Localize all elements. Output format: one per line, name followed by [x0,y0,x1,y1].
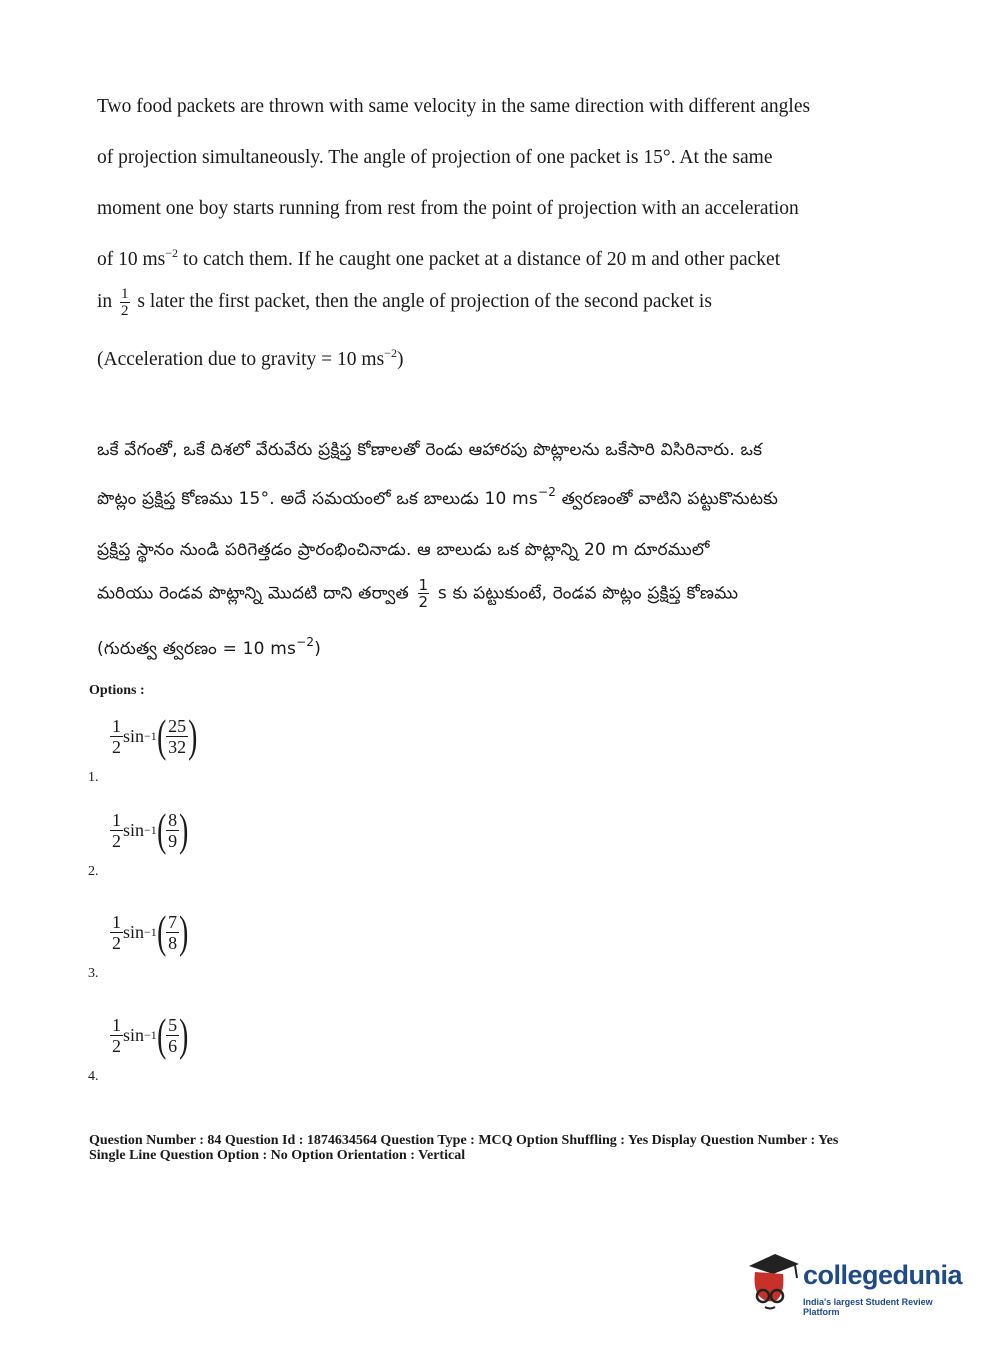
collegedunia-logo[interactable] [745,1252,970,1322]
text: (గురుత్వ త్వరణం = 10 ms [97,639,297,659]
question-te-line-2 [97,485,867,513]
option-number: 3. [88,966,99,981]
exponent: −2 [165,246,179,260]
question-meta-line-1: Question Number : 84 Question Id : 1874634564 Question Type : MCQ Option Shuffling : Yes Display Question Number : Yes [89,1133,839,1148]
numerator: 7 [168,911,178,932]
half-fraction [110,1015,123,1056]
left-paren: ( [156,710,167,761]
text: ) [396,349,404,370]
argument-fraction [166,810,179,851]
numerator: 1 [112,809,121,830]
question-meta-line-2: Single Line Question Option : No Option Orientation : Vertical [89,1148,466,1163]
left-paren: ( [156,1009,167,1060]
right-paren: ) [179,804,189,855]
option-expression: $\frac{1}{2}$ sin −1 ( $\frac{5}{6}$ ) [112,1009,189,1060]
sin-function: sin [123,921,145,942]
numerator: 8 [168,809,178,830]
text: s later the first packet, then the angle of projection of the second packet is [137,290,712,312]
question-te-line-3: ప్రక్షిప్త స్థానం నుండి పరిగెత్తడం ప్రారంభించినాడు. ఆ బాలుడు ఒక పొట్లాన్ని 20 m దూరములో [97,540,710,560]
brand-tagline: India's largest Student Review Platform [803,1297,933,1317]
denominator: 2 [112,932,121,953]
sin-function: sin [123,819,145,840]
right-paren: ) [179,1009,189,1060]
option-number: 4. [88,1069,99,1084]
question-te-line-4 [97,577,867,610]
denominator: 9 [168,830,178,851]
sin-function: sin [123,1024,145,1045]
denominator: 32 [168,736,187,757]
fraction-numerator: 1 [121,286,129,302]
left-paren: ( [156,906,167,957]
question-en-line-6 [97,346,867,371]
half-fraction [110,912,123,953]
right-paren: ) [188,710,198,761]
mascot-icon [745,1252,801,1314]
option-number: 2. [88,864,99,879]
text: త్వరణంతో వాటిని పట్టుకొనుటకు [556,489,779,509]
option-expression: $\frac{1}{2}$ sin −1 ( $\frac{7}{8}$ ) [112,906,189,957]
fraction-denominator: 2 [121,303,129,319]
numerator: 1 [112,1014,121,1035]
fraction-half [418,577,430,610]
option-number: 1. [88,770,99,785]
fraction-numerator: 1 [418,576,429,594]
half-fraction [110,716,123,757]
exponent: −2 [384,346,397,360]
question-te-line-1: ఒకే వేగంతో, ఒకే దిశలో వేరువేరు ప్రక్షిప్త కోణాలతో రెండు ఆహారపు పొట్లాలను ఒకేసారి విసిరినారు. ఒక [97,440,763,460]
question-en-line-3: moment one boy starts running from rest from the point of projection with an acceleration [97,198,799,219]
sin-function: sin [123,725,145,746]
half-fraction [110,810,123,851]
question-en-line-2: of projection simultaneously. The angle of projection of one packet is 15°. At the same [97,147,773,168]
option-1[interactable] [88,706,288,786]
brand-name: collegedunia [803,1260,963,1290]
numerator: 5 [168,1014,178,1035]
left-paren: ( [156,804,167,855]
question-en-line-4 [97,246,867,271]
option-4[interactable] [88,1005,288,1085]
numerator: 1 [112,911,121,932]
text: పొట్లం ప్రక్షిప్త కోణము 15°. అదే సమయంలో ఒక బాలుడు 10 ms [97,489,538,509]
text: (Acceleration due to gravity = 10 ms [97,349,385,370]
text: మరియు రెండవ పొట్లాన్ని మొదటి దాని తర్వాత [97,583,409,604]
option-expression: $\frac{1}{2}$ sin −1 ( $\frac{25}{32}$ ) [112,710,198,761]
denominator: 6 [168,1035,178,1056]
text: s కు పట్టుకుంటే, రెండవ పొట్లం ప్రక్షిప్త కోణము [437,583,739,604]
exponent: −2 [537,485,557,499]
question-en-line-5 [97,286,867,319]
fraction-half [120,286,130,319]
option-3[interactable] [88,902,288,982]
denominator: 2 [112,830,121,851]
numerator: 25 [168,715,187,736]
argument-fraction [166,716,188,757]
fraction-denominator: 2 [418,593,429,611]
numerator: 1 [112,715,121,736]
denominator: 2 [112,1035,121,1056]
text: to catch them. If he caught one packet at a distance of 20 m and other packet [178,249,781,270]
option-2[interactable] [88,800,288,880]
denominator: 2 [112,736,121,757]
question-te-line-5 [97,635,867,663]
argument-fraction [166,1015,179,1056]
argument-fraction [166,912,179,953]
text: in [97,290,113,312]
right-paren: ) [179,906,189,957]
denominator: 8 [168,932,178,953]
text: of 10 ms [97,249,166,270]
question-en-line-1: Two food packets are thrown with same velocity in the same direction with different angles [97,96,811,117]
exponent: −2 [296,635,315,649]
options-label: Options : [89,683,145,698]
option-expression: $\frac{1}{2}$ sin −1 ( $\frac{8}{9}$ ) [112,804,189,855]
text: ) [314,639,322,659]
